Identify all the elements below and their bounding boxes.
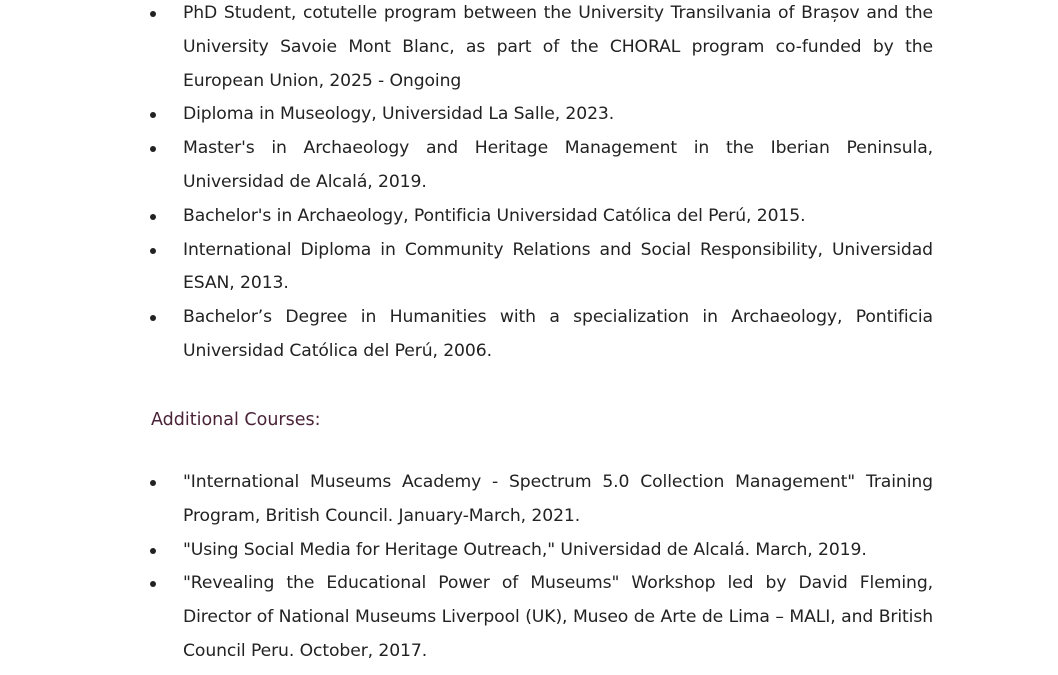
bullet-icon — [150, 548, 156, 554]
bullet-icon — [150, 315, 156, 321]
course-item-text: "Using Social Media for Heritage Outreach," Universidad de Alcalá. March, 2019. — [183, 539, 867, 560]
list-item — [150, 234, 933, 302]
additional-courses-list — [150, 466, 933, 669]
section-heading-additional-courses: Additional Courses: — [151, 410, 321, 430]
course-item-text: "Revealing the Educational Power of Museums" Workshop led by David Fleming, Director of National Museums Liverpool (UK), Museo de Arte de Lima – MALI, and British Council Peru. October, 2017. — [183, 573, 933, 661]
education-item-text: Bachelor's in Archaeology, Pontificia Universidad Católica del Perú, 2015. — [183, 205, 806, 226]
bullet-icon — [150, 112, 156, 118]
bullet-icon — [150, 480, 156, 486]
list-item — [150, 0, 933, 98]
bullet-icon — [150, 146, 156, 152]
list-item — [150, 567, 933, 668]
education-list — [150, 0, 933, 369]
list-item — [150, 466, 933, 534]
list-item — [150, 301, 933, 369]
list-item — [150, 132, 933, 200]
list-item — [150, 98, 933, 132]
education-item-text: Bachelor’s Degree in Humanities with a specialization in Archaeology, Pontificia Universidad Católica del Perú, 2006. — [183, 307, 933, 361]
list-item — [150, 200, 933, 234]
education-item-text: PhD Student, cotutelle program between the University Transilvania of Brașov and the University Savoie Mont Blanc, as part of the CHORAL program co-funded by the European Union, 2025 - Ongoing — [183, 3, 933, 91]
list-item — [150, 534, 933, 568]
education-item-text: Master's in Archaeology and Heritage Management in the Iberian Peninsula, Universidad de Alcalá, 2019. — [183, 138, 933, 192]
education-item-text: Diploma in Museology, Universidad La Salle, 2023. — [183, 104, 615, 125]
bullet-icon — [150, 214, 156, 220]
course-item-text: "International Museums Academy - Spectrum 5.0 Collection Management" Training Program, British Council. January-March, 2021. — [183, 472, 933, 526]
education-item-text: International Diploma in Community Relations and Social Responsibility, Universidad ESAN, 2013. — [183, 239, 933, 294]
bullet-icon — [150, 581, 156, 587]
bullet-icon — [150, 248, 156, 254]
bullet-icon — [150, 11, 156, 17]
